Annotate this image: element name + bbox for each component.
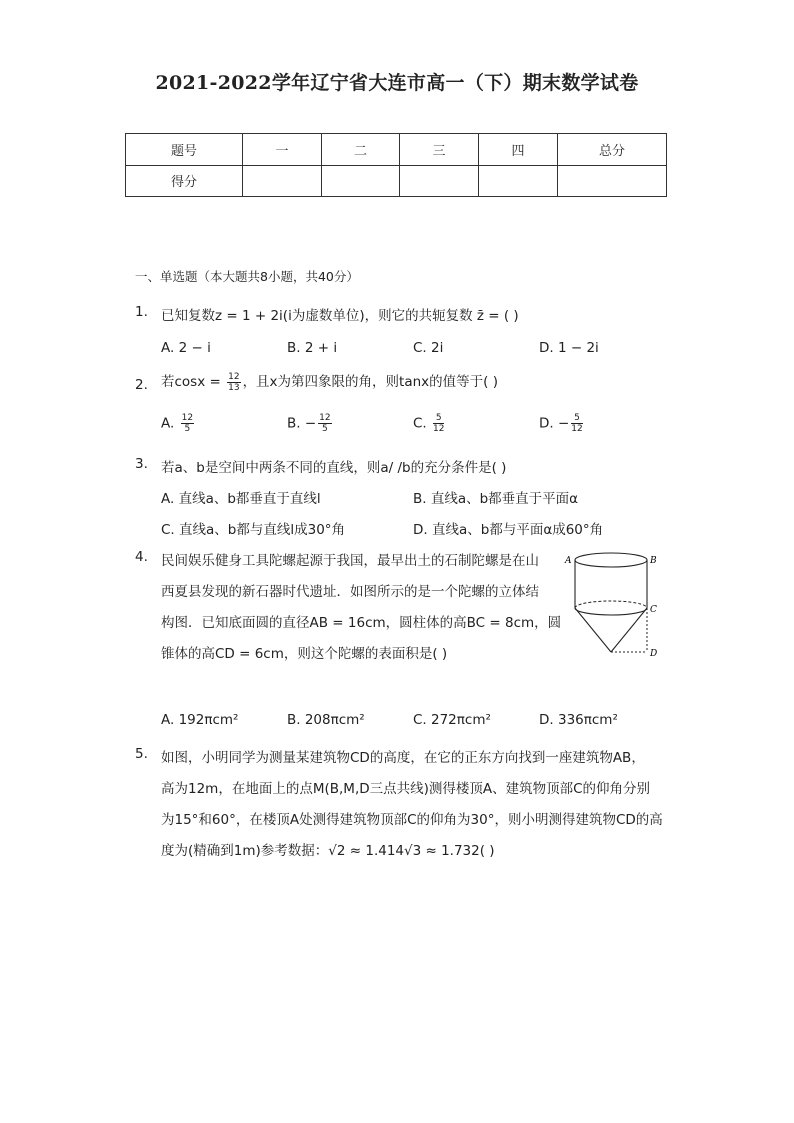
row-label: 得分	[126, 165, 243, 197]
score-cell[interactable]	[479, 165, 558, 197]
option-c[interactable]: C. 272πcm²	[413, 712, 491, 728]
score-table	[125, 133, 667, 197]
question-number: 3.	[135, 456, 148, 472]
question-5-line: 为15°和60°，在楼顶A处测得建筑物顶部C的仰角为30°，则小明测得建筑物CD的高	[161, 812, 663, 828]
bottom-ellipse-front	[575, 608, 647, 615]
question-number: 5.	[135, 746, 148, 762]
top-ellipse	[575, 553, 647, 567]
question-4-line: 民间娱乐健身工具陀螺起源于我国，最早出土的石制陀螺是在山	[161, 553, 539, 569]
score-cell[interactable]	[243, 165, 322, 197]
option-a[interactable]: A. 直线a、b都垂直于直线l	[161, 491, 321, 507]
option-b[interactable]: B. 直线a、b都垂直于平面α	[413, 491, 579, 507]
section-heading: 一、单选题（本大题共8小题，共40分）	[135, 269, 359, 284]
page-title: 2021-2022学年辽宁省大连市高一（下）期末数学试卷	[155, 72, 639, 94]
question-2-text	[161, 370, 498, 393]
question-5-line: 度为(精确到1m)参考数据：√2 ≈ 1.414√3 ≈ 1.732( )	[161, 843, 495, 859]
option-d[interactable]: D. − $\frac{5}{12}$	[539, 413, 583, 434]
label-b: B	[650, 556, 657, 566]
option-a[interactable]: A. $\frac{12}{5}$	[161, 413, 194, 434]
option-b[interactable]: B. 2 + i	[287, 340, 338, 356]
score-table-header-row	[126, 134, 667, 166]
fraction: $\frac{12}{13}$	[228, 371, 240, 393]
spinning-top-figure	[564, 548, 668, 660]
question-number: 1.	[135, 304, 148, 320]
option-d[interactable]: D. 336πcm²	[539, 712, 618, 728]
header-cell: 一	[243, 134, 322, 166]
header-cell: 三	[400, 134, 479, 166]
question-2-stem-a: 若cosx =	[161, 374, 226, 390]
question-4-line: 构图．已知底面圆的直径AB = 16cm，圆柱体的高BC = 8cm，圆	[161, 615, 562, 631]
score-table-score-row	[126, 165, 667, 197]
label-c: C	[650, 605, 657, 615]
question-5-line: 高为12m，在地面上的点M(B,M,D三点共线)测得楼顶A、建筑物顶部C的仰角分别	[161, 781, 651, 797]
question-4-line: 锥体的高CD = 6cm，则这个陀螺的表面积是( )	[161, 646, 448, 662]
option-c[interactable]: C. 直线a、b都与直线l成30°角	[161, 522, 346, 538]
option-c[interactable]: C. 2i	[413, 340, 444, 356]
option-d[interactable]: D. 直线a、b都与平面α成60°角	[413, 522, 604, 538]
question-5-line: 如图，小明同学为测量某建筑物CD的高度，在它的正东方向找到一座建筑物AB，	[161, 750, 645, 766]
header-cell: 总分	[558, 134, 667, 166]
header-cell: 题号	[126, 134, 243, 166]
label-d: D	[650, 649, 658, 659]
question-3-text: 若a、b是空间中两条不同的直线，则a/ /b的充分条件是( )	[161, 460, 507, 476]
option-b[interactable]: B. 208πcm²	[287, 712, 365, 728]
option-a[interactable]: A. 192πcm²	[161, 712, 239, 728]
label-a: A	[565, 556, 572, 566]
question-number: 2.	[135, 377, 148, 393]
question-2-stem-b: ，且x为第四象限的角，则tanx的值等于( )	[242, 374, 498, 390]
header-cell: 四	[479, 134, 558, 166]
option-c[interactable]: C. $\frac{5}{12}$	[413, 413, 445, 434]
score-cell[interactable]	[558, 165, 667, 197]
option-b[interactable]: B. − $\frac{12}{5}$	[287, 413, 331, 434]
question-4-line: 西夏县发现的新石器时代遗址．如图所示的是一个陀螺的立体结	[161, 584, 539, 600]
header-cell: 二	[322, 134, 400, 166]
question-number: 4.	[135, 549, 148, 565]
score-cell[interactable]	[322, 165, 400, 197]
option-d[interactable]: D. 1 − 2i	[539, 340, 599, 356]
score-cell[interactable]	[400, 165, 479, 197]
option-a[interactable]: A. 2 − i	[161, 340, 211, 356]
bottom-ellipse-back	[575, 601, 647, 608]
question-1-text: 已知复数z = 1 + 2i(i为虚数单位)，则它的共轭复数 z̄ = ( )	[161, 308, 519, 324]
